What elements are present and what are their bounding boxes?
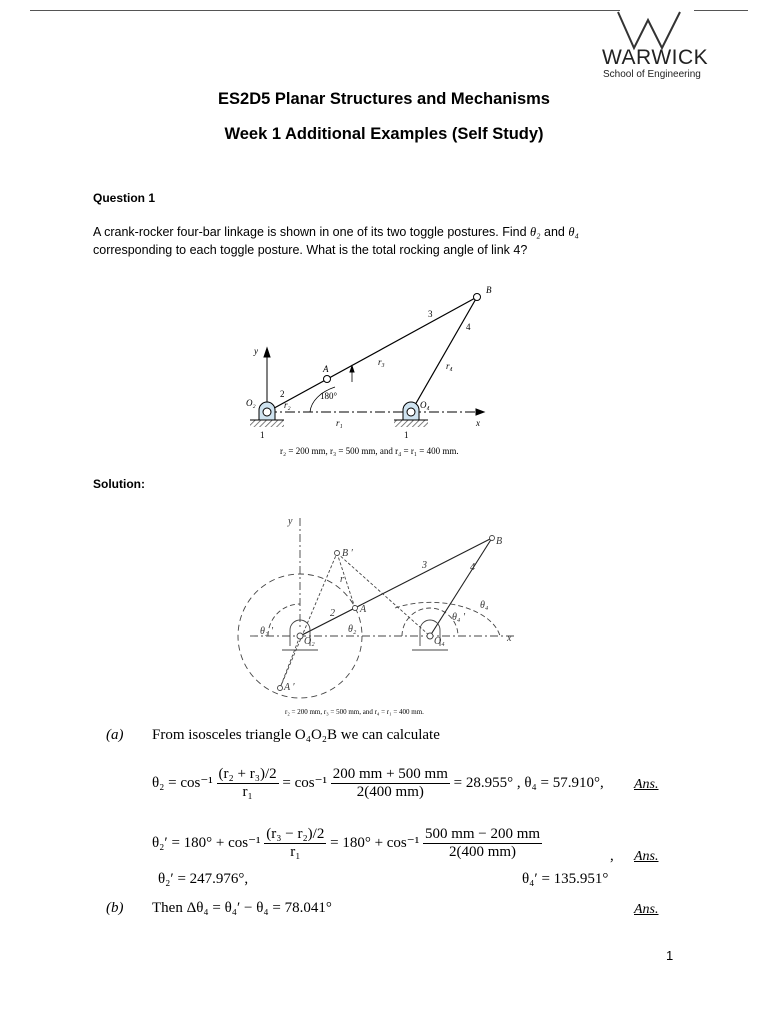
label-y: y bbox=[288, 516, 293, 527]
label-link4: 4 bbox=[466, 322, 471, 332]
label-B: B bbox=[496, 536, 503, 547]
label-r3: r₃ bbox=[378, 357, 385, 367]
label-link2: 2 bbox=[280, 389, 285, 399]
label-link3: 3 bbox=[422, 560, 427, 571]
label-r1: r₁ bbox=[336, 418, 343, 428]
question-heading: Question 1 bbox=[93, 191, 156, 205]
page-number: 1 bbox=[666, 948, 674, 963]
label-A: A bbox=[323, 364, 329, 374]
figure1-caption: r₂ = 200 mm, r₃ = 500 mm, and r₄ = r₁ = 400 mm. bbox=[280, 446, 459, 456]
label-link4: 4 bbox=[470, 562, 475, 573]
equation-theta2-prime: θ₂′ = 180° + cos⁻¹ $\frac{\text{(r₃ − r₂)/2}}{\text{r₁}}$ = 180° + cos⁻¹ $\frac{500 mm - 200 mm}{2(400 mm)}$ bbox=[152, 826, 541, 860]
label-x: x bbox=[507, 633, 512, 644]
label-r: r bbox=[340, 574, 344, 585]
solution-heading: Solution: bbox=[93, 477, 145, 491]
logo-wordmark: WARWICK bbox=[602, 46, 709, 69]
equation-comma: , bbox=[610, 848, 614, 864]
label-B: B bbox=[486, 285, 492, 295]
label-link3: 3 bbox=[428, 309, 433, 319]
solution-figure bbox=[230, 508, 520, 718]
answer-mark-3: Ans. bbox=[634, 902, 659, 917]
logo-subtitle: School of Engineering bbox=[603, 69, 701, 80]
answer-mark-2: Ans. bbox=[634, 849, 659, 864]
label-O2: O₂ bbox=[304, 636, 315, 647]
label-ground2: 1 bbox=[404, 430, 409, 440]
figure2-caption: r₂ = 200 mm, r₃ = 500 mm, and r₄ = r₁ = 400 mm. bbox=[285, 708, 424, 716]
label-link2: 2 bbox=[330, 608, 335, 619]
linkage-figure bbox=[240, 282, 510, 462]
label-A-prime: A ′ bbox=[284, 682, 295, 693]
label-theta4: θ₄ bbox=[480, 600, 489, 611]
document-title: ES2D5 Planar Structures and Mechanisms bbox=[218, 90, 550, 108]
label-B-prime: B ′ bbox=[342, 548, 353, 559]
part-b-text: Then Δθ₄ = θ₄′ − θ₄ = 78.041° bbox=[152, 900, 332, 916]
document-subtitle: Week 1 Additional Examples (Self Study) bbox=[224, 125, 544, 143]
answer-mark-1: Ans. bbox=[634, 777, 659, 792]
label-theta2-prime: θ₂ ′ bbox=[260, 626, 274, 637]
question-text: A crank-rocker four-bar linkage is shown in one of its two toggle postures. Find θ₂ and θ₄ corresponding to each toggle posture. What is the total rocking angle of link 4? bbox=[93, 225, 579, 257]
label-O2: O₂ bbox=[246, 398, 256, 408]
label-angle: 180° bbox=[320, 391, 338, 401]
part-a-label: (a) bbox=[106, 727, 124, 743]
label-O4: O₄ bbox=[420, 400, 430, 410]
result-theta2-prime: θ₂′ = 247.976°, bbox=[158, 871, 249, 887]
header-rule bbox=[30, 10, 620, 11]
label-A: A bbox=[360, 604, 367, 615]
result-theta4-prime: θ₄′ = 135.951° bbox=[522, 871, 609, 887]
equation-theta2: θ₂ = cos⁻¹ $\frac{\text{(r₂ + r₃)/2}}{\text{r₁}}$ = cos⁻¹ $\frac{200 mm + 500 mm}{2(400 mm)}$ = 28.955° , θ₄ = 57.910°, bbox=[152, 766, 604, 800]
label-theta2: θ₂ bbox=[348, 624, 357, 635]
part-a-intro: From isosceles triangle O₄O₂B we can calculate bbox=[152, 727, 440, 743]
label-ground1: 1 bbox=[260, 430, 265, 440]
label-O4: O₄ bbox=[434, 636, 445, 647]
label-x: x bbox=[476, 418, 480, 428]
label-r4: r₄ bbox=[446, 361, 453, 371]
label-y: y bbox=[254, 346, 258, 356]
label-r2: r₂ bbox=[284, 400, 291, 410]
label-theta4-prime: θ₄ ′ bbox=[452, 612, 466, 623]
part-b-label: (b) bbox=[106, 900, 124, 916]
